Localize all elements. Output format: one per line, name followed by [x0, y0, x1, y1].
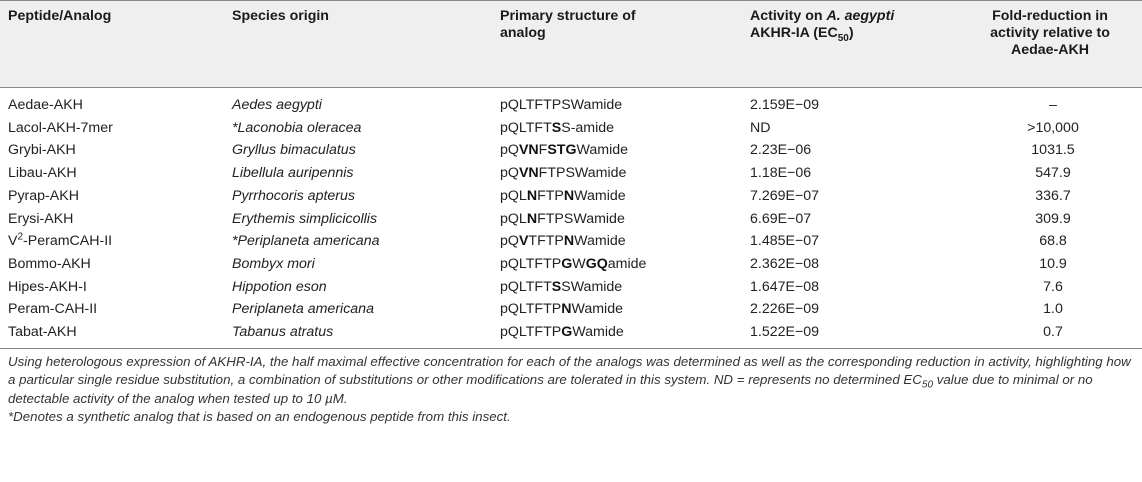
cell-peptide: Libau-AKH [8, 165, 77, 182]
substituted-residue: S [551, 278, 562, 295]
cell-peptide: Erysi-AKH [8, 210, 74, 227]
cell-structure [492, 208, 742, 231]
cell-structure [492, 321, 742, 348]
cell-activity: 2.226E−09 [750, 301, 820, 318]
cell-activity: 2.362E−08 [750, 255, 820, 272]
cell-structure [492, 230, 742, 253]
sequence-segment: F [538, 142, 548, 159]
table-row [0, 117, 1142, 140]
substituted-residue: N [563, 187, 575, 204]
header-activity-sub: 50 [837, 32, 849, 44]
sequence-segment: amide [607, 255, 647, 272]
header-activity-post: AKHR-IA (EC [750, 25, 838, 41]
cell-activity: 2.23E−06 [750, 142, 812, 159]
substituted-residue: VN [518, 142, 539, 159]
cell-structure [492, 117, 742, 140]
cell-structure [492, 162, 742, 185]
cell-activity: 1.647E−08 [750, 278, 820, 295]
header-activity-close: ) [848, 25, 854, 41]
sequence-segment: TFTP [528, 233, 564, 250]
table-row [0, 253, 1142, 276]
cell-peptide: Tabat-AKH [8, 324, 77, 341]
cell-peptide: Grybi-AKH [8, 142, 76, 159]
substituted-residue: N [561, 301, 572, 318]
sequence-segment: pQLTFT [500, 278, 552, 295]
cell-fold-reduction: 1031.5 [1031, 142, 1075, 159]
sequence-segment: Wamide [574, 187, 626, 204]
cell-species: Hippotion eson [232, 278, 327, 295]
cell-activity: 6.69E−07 [750, 210, 812, 227]
sequence-segment: FTP [537, 187, 564, 204]
cell-species: Pyrrhocoris apterus [232, 187, 356, 204]
table-row [0, 162, 1142, 185]
sequence-segment: pQLTFTPSWamide [500, 97, 623, 113]
substituted-residue: V [518, 233, 529, 250]
cell-species: Gryllus bimaculatus [232, 142, 356, 159]
sequence-segment: W [572, 255, 586, 272]
substituted-residue: G [561, 255, 573, 272]
sequence-segment: FTPSWamide [538, 165, 627, 182]
cell-structure [492, 88, 742, 117]
table-notes [0, 349, 1142, 427]
substituted-residue: N [526, 210, 538, 227]
substituted-residue: VN [518, 165, 539, 182]
cell-fold-reduction: 309.9 [1035, 210, 1071, 227]
cell-fold-reduction: 336.7 [1035, 187, 1071, 204]
sequence-segment: Wamide [572, 324, 624, 341]
cell-activity: 2.159E−09 [750, 97, 820, 113]
cell-structure [492, 185, 742, 208]
cell-fold-reduction: 7.6 [1043, 278, 1063, 295]
cell-activity: 1.485E−07 [750, 233, 820, 250]
cell-fold-reduction: 547.9 [1035, 165, 1071, 182]
sequence-segment: SWamide [561, 278, 623, 295]
cell-activity: 7.269E−07 [750, 187, 820, 204]
sequence-segment: pQLTFTP [500, 255, 562, 272]
header-fold: Fold-reduction in activity relative to Aedae-AKH [932, 1, 1142, 88]
cell-activity: 1.18E−06 [750, 165, 812, 182]
header-activity [742, 1, 932, 88]
substituted-residue: GQ [585, 255, 608, 272]
cell-fold-reduction: 68.8 [1039, 233, 1067, 250]
cell-species: Bombyx mori [232, 255, 315, 272]
table-row [0, 321, 1142, 348]
note-asterisk: *Denotes a synthetic analog that is based on an endogenous peptide from this insect. [8, 409, 511, 425]
cell-species: *Laconobia oleracea [232, 119, 362, 136]
header-activity-pre: Activity on [750, 8, 827, 24]
cell-peptide: Peram-CAH-II [8, 301, 98, 318]
table-header-row [0, 1, 1142, 88]
sequence-segment: Wamide [571, 301, 623, 318]
table-row [0, 139, 1142, 162]
cell-activity: ND [750, 119, 771, 136]
sequence-segment: pQ [500, 233, 519, 250]
cell-structure [492, 276, 742, 299]
substituted-residue: G [561, 324, 573, 341]
cell-peptide: Aedae-AKH [8, 97, 83, 113]
cell-peptide: Bommo-AKH [8, 255, 91, 272]
cell-species: Aedes aegypti [232, 97, 322, 113]
substituted-residue: S [551, 119, 562, 136]
cell-fold-reduction: 10.9 [1039, 255, 1067, 272]
substituted-residue: N [563, 233, 575, 250]
table-row [0, 208, 1142, 231]
cell-structure [492, 139, 742, 162]
substituted-residue: STG [547, 142, 577, 159]
cell-fold-reduction: >10,000 [1027, 119, 1079, 136]
table-row [0, 185, 1142, 208]
sequence-segment: pQL [500, 187, 527, 204]
cell-species: Libellula auripennis [232, 165, 354, 182]
cell-peptide: $V^2-PeramCAH-II$ [8, 231, 113, 250]
table-row [0, 88, 1142, 117]
sequence-segment: FTPSWamide [537, 210, 625, 227]
cell-structure [492, 253, 742, 276]
cell-activity: 1.522E−09 [750, 324, 820, 341]
cell-fold-reduction: 1.0 [1043, 301, 1063, 318]
cell-fold-reduction: – [1049, 97, 1057, 113]
sequence-segment: pQL [500, 210, 527, 227]
table-row [0, 298, 1142, 321]
cell-structure [492, 298, 742, 321]
cell-fold-reduction: 0.7 [1043, 324, 1063, 341]
cell-peptide: Pyrap-AKH [8, 187, 79, 204]
sequence-segment: Wamide [576, 142, 629, 159]
table-row [0, 230, 1142, 253]
cell-species: Periplaneta americana [232, 301, 374, 318]
sequence-segment: pQ [500, 165, 519, 182]
cell-species: Erythemis simplicicollis [232, 210, 378, 227]
header-species: Species origin [224, 1, 492, 88]
table-body [0, 88, 1142, 349]
sequence-segment: pQLTFT [500, 119, 552, 136]
header-structure: Primary structure of analog [492, 1, 742, 88]
cell-species: *Periplaneta americana [232, 233, 380, 250]
sequence-segment: pQLTFTP [500, 301, 562, 318]
sequence-segment: pQLTFTP [500, 324, 562, 341]
table-row [0, 276, 1142, 299]
sequence-segment: S-amide [561, 119, 615, 136]
sequence-segment: pQ [500, 142, 519, 159]
cell-peptide: Lacol-AKH-7mer [8, 119, 113, 136]
note-main: Using heterologous expression of AKHR-IA, the half maximal effective concentration for each of the analogs was determined as well as the corresponding reduction in activity, highlighting how a particular single residue substitution, a combination of substitutions or other modifications are tolerated in this system. ND = represents no determined $EC_{50}$ value due to minimal or no detectable activity of the analog when tested up to 10 µM. [8, 353, 1131, 406]
cell-species: Tabanus atratus [232, 324, 334, 341]
sequence-segment: Wamide [574, 233, 626, 250]
substituted-residue: N [526, 187, 538, 204]
header-activity-species: A. aegypti [826, 8, 895, 24]
header-peptide: Peptide/Analog [0, 1, 224, 88]
cell-peptide: Hipes-AKH-I [8, 278, 87, 295]
